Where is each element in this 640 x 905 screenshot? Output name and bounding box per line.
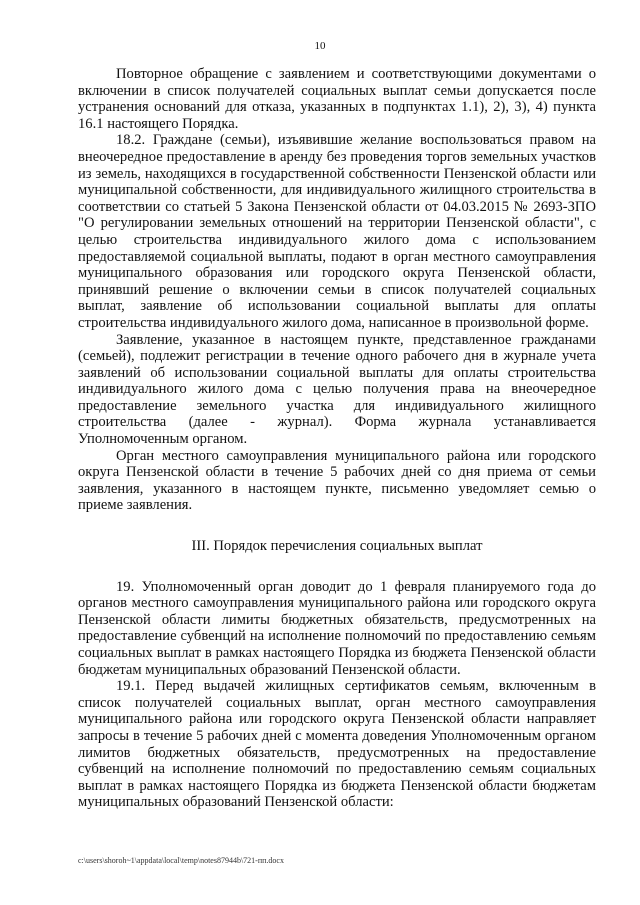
paragraph-reapplication: Повторное обращение с заявлением и соответствующими документами о включении в список получателей социальных выплат семьи допускается после устранения оснований для отказа, указанных в подпунктах 1.1), 2), 3), 4) пункта 16.1 настоящего Порядка. xyxy=(78,66,596,132)
paragraph-notification: Орган местного самоуправления муниципального района или городского округа Пензенской области в течение 5 рабочих дней со дня приема от семьи заявления, указанного в настоящем пункте, письменно уведомляет семью о приеме заявления. xyxy=(78,447,596,514)
page-number: 10 xyxy=(314,40,326,52)
footer-file-path: c:\users\shoroh~1\appdata\local\temp\notes87944b\721-пп.docx xyxy=(78,856,284,865)
section-heading: III. Порядок перечисления социальных выплат xyxy=(191,538,483,555)
document-body xyxy=(78,66,596,811)
paragraph-18-2: 18.2. Граждане (семьи), изъявившие желание воспользоваться правом на внеочередное предоставление в аренду без проведения торгов земельных участков из земель, находящихся в государственной собственности Пензенской области или муниципальной собственности, для индивидуального жилищного строительства в соответствии со статьей 5 Закона Пензенской области от 04.03.2015 № 2693-ЗПО "О регулировании земельных отношений на территории Пензенской области", с целью строительства индивидуального жилого дома с использованием предоставляемой социальной выплаты, подают в орган местного самоуправления муниципального образования или городского округа Пензенской области, принявший решение о включении семьи в список получателей социальных выплат, заявление об использовании социальной выплаты для оплаты строительства индивидуального жилого дома, написанное в произвольной форме. xyxy=(78,132,596,331)
paragraph-registration: Заявление, указанное в настоящем пункте, представленное гражданами (семьей), подлежит регистрации в течение одного рабочего дня в журнале учета заявлений об использовании социальной выплаты для оплаты строительства индивидуального жилого дома с целью получения права на внеочередное предоставление земельного участка для индивидуального жилищного строительства (далее - журнал). Форма журнала устанавливается Уполномоченным органом. xyxy=(78,331,596,448)
paragraph-19: 19. Уполномоченный орган доводит до 1 февраля планируемого года до органов местного самоуправления муниципального района или городского округа Пензенской области лимиты бюджетных обязательств, предусмотренных на предоставление субвенций на исполнение полномочий по предоставлению семьям социальных выплат в рамках настоящего Порядка из бюджета Пензенской области бюджетам муниципальных образований Пензенской области. xyxy=(78,578,596,678)
paragraph-19-1: 19.1. Перед выдачей жилищных сертификатов семьям, включенным в список получателей социальных выплат, орган местного самоуправления муниципального района или городского округа Пензенской области направляет запросы в течение 5 рабочих дней с момента доведения Уполномоченным органом лимитов бюджетных обязательств, предусмотренных на предоставление субвенций на исполнение полномочий по предоставлению семьям социальных выплат в рамках настоящего Порядка из бюджета Пензенской области бюджетам муниципальных образований Пензенской области: xyxy=(78,678,596,811)
